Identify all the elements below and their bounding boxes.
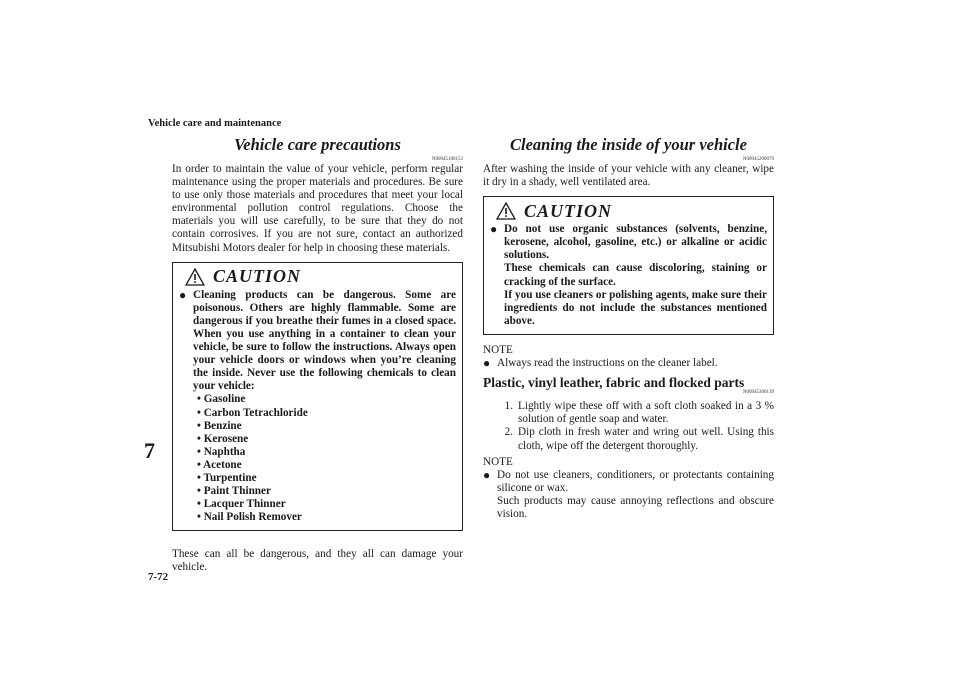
step-list — [483, 400, 774, 452]
chemical-item: • Lacquer Thinner — [197, 498, 286, 511]
note-text: Always read the instructions on the cleaner label. — [497, 357, 718, 370]
caution-text: Cleaning products can be dangerous. Some are poisonous. Others are highly flammable. Some are dangerous if you breathe their fumes in a closed space. When you use anything in a container to clean your vehicle, be sure to follow the instructions. Always open your vehicle doors or windows when you’re cleaning the inside. Never use the following chemicals to clean your vehicle: — [193, 288, 456, 393]
section-code: N00945200079 — [742, 157, 774, 162]
caution-heading: CAUTION — [524, 200, 613, 221]
caution-bullet — [179, 289, 456, 525]
step-text: Lightly wipe these off with a soft cloth soaked in a 3 % solution of gentle soap and water. — [518, 400, 774, 426]
note-item — [483, 469, 774, 521]
bullet-icon: ● — [179, 287, 187, 302]
step-text: Dip cloth in fresh water and wring out well. Using this cloth, wipe off the detergent thoroughly. — [518, 426, 774, 452]
section-title-cleaning-inside: Cleaning the inside of your vehicle — [510, 135, 747, 154]
step-number: 2. — [504, 426, 513, 439]
chemical-item: • Acetone — [197, 458, 242, 471]
caution-box — [172, 262, 463, 532]
note-text: Do not use cleaners, conditioners, or protectants containing silicone or wax. — [497, 468, 774, 494]
intro-paragraph: After washing the inside of your vehicle with any cleaner, wipe it dry in a shady, well ventilated area. — [483, 163, 774, 189]
bullet-icon: ● — [490, 222, 498, 237]
caution-box — [483, 196, 774, 335]
chemical-item: • Paint Thinner — [197, 485, 271, 498]
step-item — [483, 400, 774, 426]
note-label: NOTE — [483, 343, 513, 356]
chemical-item: • Benzine — [197, 419, 242, 432]
left-column — [172, 134, 463, 575]
note-item — [483, 357, 774, 370]
caution-header — [496, 199, 767, 223]
subsection-code: N00945300139 — [742, 390, 774, 396]
chemical-item: • Kerosene — [197, 432, 249, 445]
bullet-icon: ● — [483, 467, 491, 482]
chapter-tab: 7 — [144, 438, 155, 463]
caution-header — [185, 265, 456, 289]
step-number: 1. — [504, 400, 513, 413]
chemical-item: • Carbon Tetrachloride — [197, 406, 308, 419]
step-item — [483, 426, 774, 452]
running-header: Vehicle care and maintenance — [148, 118, 282, 129]
bullet-icon: ● — [483, 356, 491, 371]
intro-paragraph: In order to maintain the value of your vehicle, perform regular maintenance using the proper materials and procedures. Be sure to use only those materials and procedures that meet your local environmental pollution control regulations. Choose the materials you will use carefully, to be sure that they do not contain corrosives. If you are not sure, contact an authorized Mitsubishi Motors dealer for help in choosing these materials. — [172, 163, 463, 254]
subsection-header — [483, 376, 774, 389]
warning-triangle-icon — [496, 202, 516, 220]
chemical-item: • Naphtha — [197, 445, 246, 458]
outro-paragraph: These can all be dangerous, and they all can damage your vehicle. — [172, 548, 463, 574]
caution-bullet — [490, 223, 767, 328]
chemical-item: • Gasoline — [197, 393, 246, 406]
note-label: NOTE — [483, 455, 513, 468]
caution-line: Do not use organic substances (solvents, benzine, kerosene, alcohol, gasoline, etc.) or alkaline or acidic solutions. — [504, 223, 767, 262]
caution-line: If you use cleaners or polishing agents, make sure their ingredients do not include the substances mentioned above. — [504, 288, 767, 327]
chemical-item: • Nail Polish Remover — [197, 511, 302, 524]
caution-heading: CAUTION — [213, 266, 302, 287]
caution-line: These chemicals can cause discoloring, staining or cracking of the surface. — [504, 262, 767, 288]
subsection-title: Plastic, vinyl leather, fabric and flocked parts — [483, 375, 745, 391]
warning-triangle-icon — [185, 268, 205, 286]
section-title-vehicle-care: Vehicle care precautions — [234, 135, 401, 154]
page-number: 7-72 — [148, 571, 169, 583]
right-column — [483, 134, 774, 521]
chemical-item: • Turpentine — [197, 471, 257, 484]
note-text: Such products may cause annoying reflections and obscure vision. — [497, 494, 774, 520]
section-code: N00945100153 — [431, 157, 463, 162]
